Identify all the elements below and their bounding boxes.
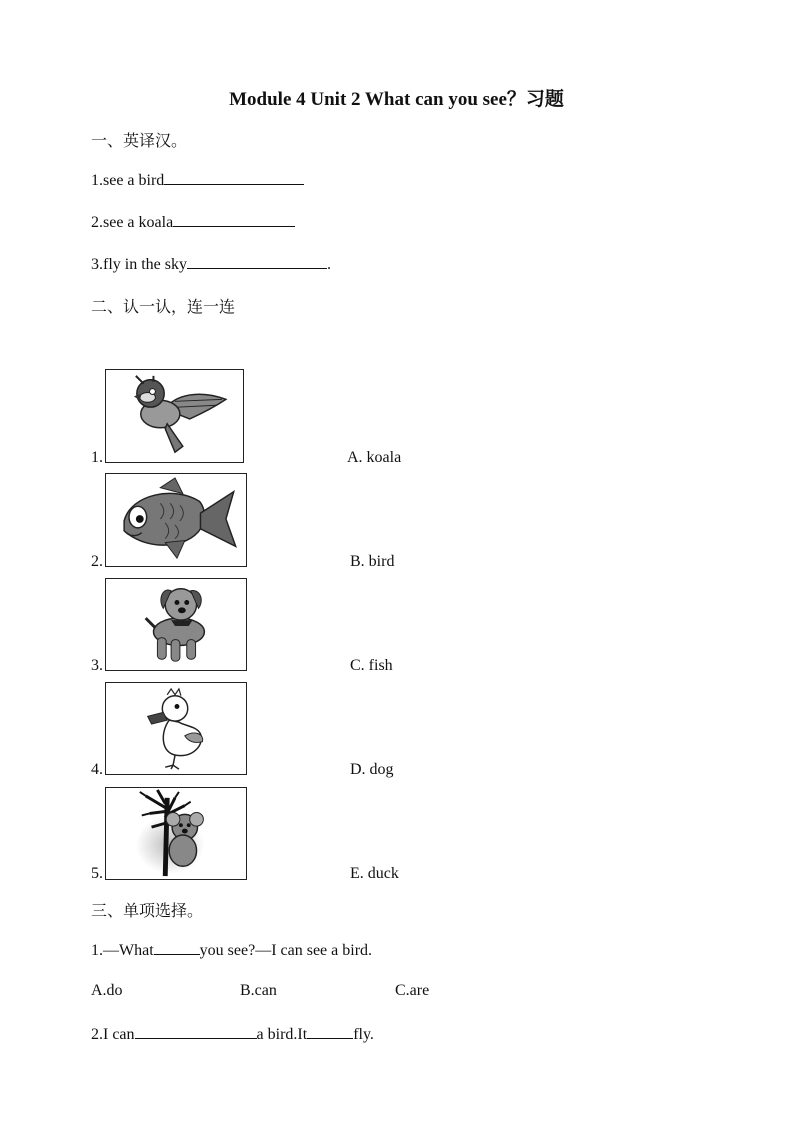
question-1-1 — [91, 170, 304, 190]
question-text: 2.I can — [91, 1026, 135, 1043]
fish-picture — [105, 473, 247, 567]
answer-blank[interactable] — [307, 1024, 353, 1039]
question-text: fly. — [353, 1026, 374, 1043]
end-mark: . — [327, 256, 331, 273]
question-1-3 — [91, 254, 331, 274]
bird-icon — [106, 370, 243, 462]
page-title: Module 4 Unit 2 What can you see？习题 — [229, 89, 564, 110]
duck-icon — [106, 683, 246, 774]
question-text: 2.see a koala — [91, 214, 174, 231]
koala-picture — [105, 787, 247, 880]
option-d: D. dog — [350, 761, 394, 778]
choice-b[interactable]: B.can — [240, 982, 277, 999]
item-number: 5. — [91, 865, 103, 882]
question-1-2 — [91, 212, 295, 232]
option-a: A. koala — [347, 449, 402, 466]
option-b: B. bird — [350, 553, 395, 570]
answer-blank[interactable] — [164, 170, 304, 185]
item-number: 1. — [91, 449, 103, 466]
question-text: 1.—What — [91, 942, 154, 959]
question-3-1 — [91, 940, 372, 960]
question-3-2 — [91, 1024, 374, 1044]
answer-blank[interactable] — [187, 254, 327, 269]
answer-blank[interactable] — [154, 940, 200, 955]
section3-heading: 三、单项选择。 — [91, 903, 204, 920]
option-c: C. fish — [350, 657, 393, 674]
koala-icon — [106, 788, 246, 879]
item-number: 3. — [91, 657, 103, 674]
choice-a[interactable]: A.do — [91, 982, 123, 999]
answer-blank[interactable] — [135, 1024, 257, 1039]
dog-icon — [106, 579, 246, 670]
item-number: 2. — [91, 553, 103, 570]
bird-picture — [105, 369, 244, 463]
item-number: 4. — [91, 761, 103, 778]
choice-c[interactable]: C.are — [395, 982, 430, 999]
section2-heading: 二、认一认，连一连 — [91, 299, 236, 316]
dog-picture — [105, 578, 247, 671]
question-text: you see?—I can see a bird. — [199, 942, 373, 959]
duck-picture — [105, 682, 247, 775]
question-text: 1.see a bird — [91, 172, 165, 189]
option-e: E. duck — [350, 865, 399, 882]
section1-heading: 一、英译汉。 — [91, 133, 188, 150]
question-text: 3.fly in the sky — [91, 256, 187, 273]
question-text: a bird.It — [256, 1026, 308, 1043]
fish-icon — [106, 474, 246, 566]
answer-blank[interactable] — [173, 212, 295, 227]
